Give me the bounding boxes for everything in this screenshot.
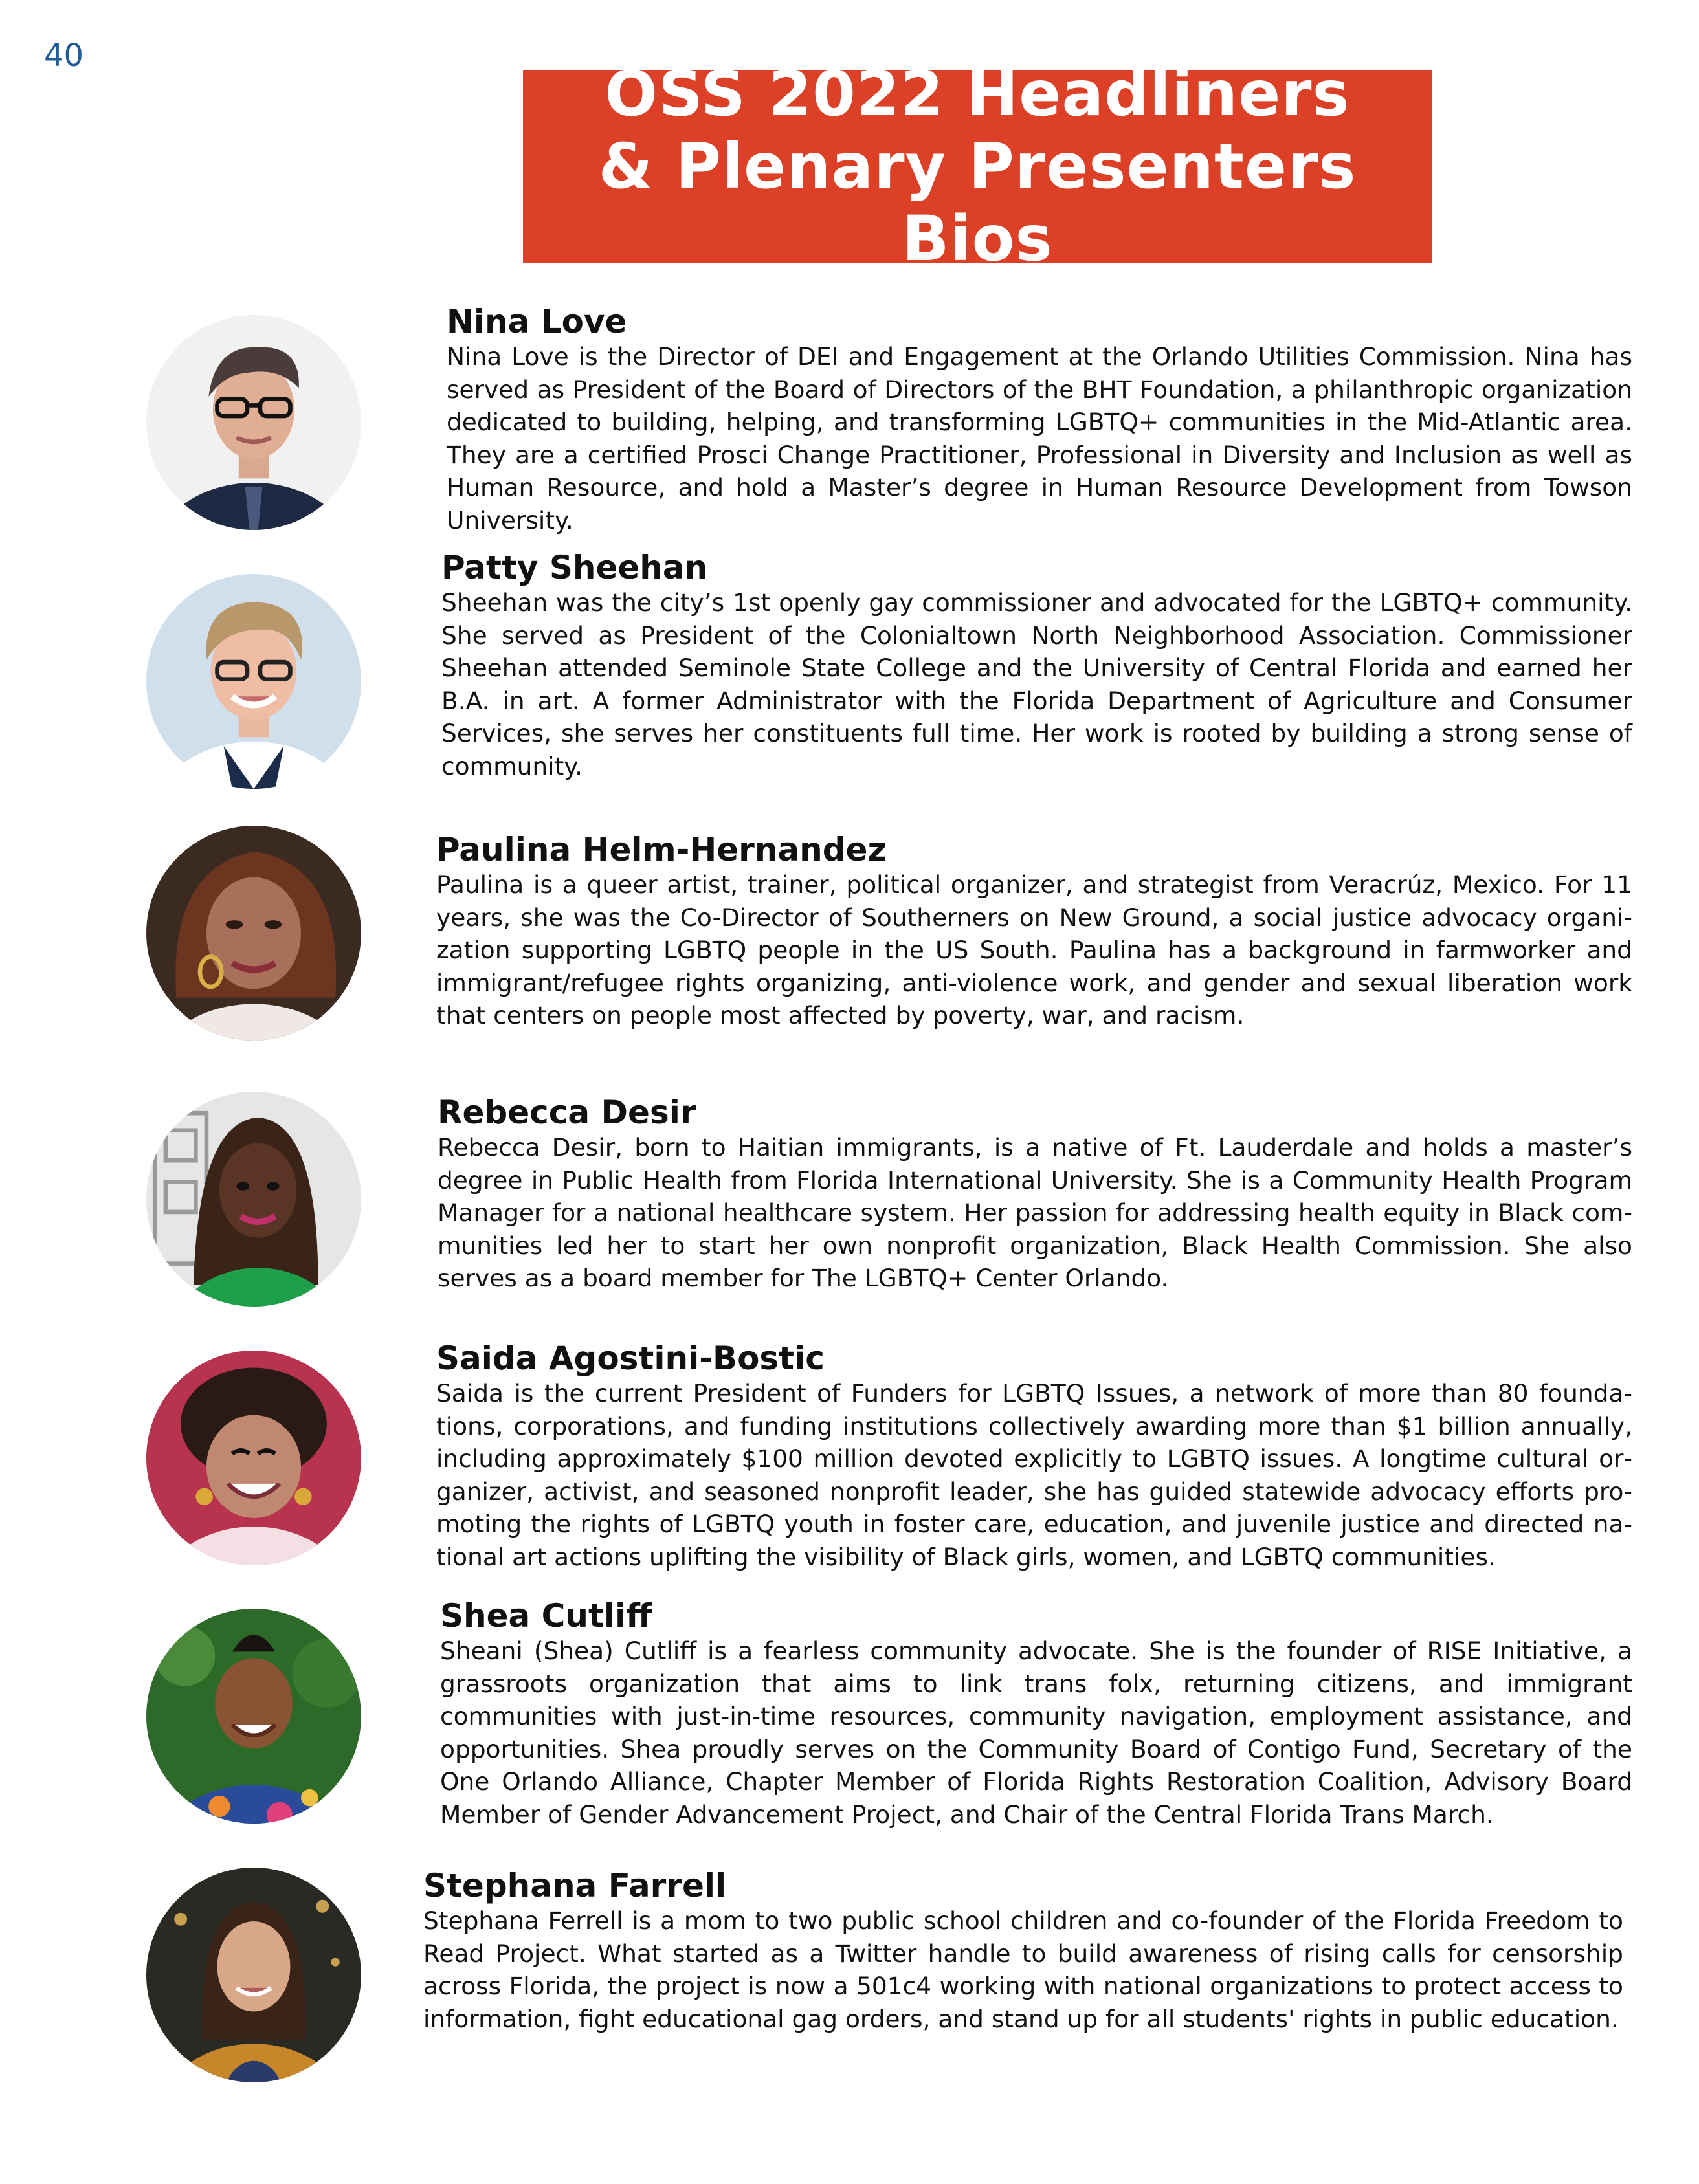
bio-text: Stephana Ferrell is a mom to two public school children and co-founder of the Florida Freedom to Read Project. What started as a Twitter handle to build awareness of rising calls for censorship across Florida, the project is now a 501c4 working with national organizations to protect access to information, fight educational gag orders, and stand up for all students' rights in public education.	[423, 1906, 1623, 2033]
bio-text: Sheani (Shea) Cutliff is a fearless community advocate. She is the founder of RISE Initiative, a grassroots organization that aims to link trans folx, returning citizens, and immigrant communities with just-in-time resources, community navigation, employment assistance, and opportunities. Shea proudly serves on the Community Board of Contigo Fund, Secretary of the One Orlando Alliance, Chapter Member of Florida Rights Restoration Coalition, Advisory Board Member of Gender Advancement Project, and Chair of the Central Florida Trans March.	[440, 1637, 1632, 1829]
bio-text: Sheehan was the city’s 1st openly gay commissioner and advocated for the LGBTQ+ community. She served as President of the Colonialtown North Neighborhood Association. Commissioner Sheehan attended Seminole State College and the University of Central Florida and earned her B.A. in art. A former Administrator with the Florida Department of Agriculture and Consumer Services, she serves her constituents full time. Her work is rooted by building a strong sense of community.	[441, 588, 1632, 780]
bio-name: Patty Sheehan	[441, 549, 708, 586]
portrait-photo-icon	[146, 1351, 361, 1565]
page-title-line-1: OSS 2022 Headliners	[605, 58, 1350, 130]
bio-name: Nina Love	[447, 303, 627, 340]
portrait-rebecca-desir-icon	[146, 1092, 361, 1307]
bio-text: Rebecca Desir, born to Haitian immigrants, is a native of Ft. Lauderdale and holds a master’s degree in Public Health from Florida International University. She is a Community Health Program Manager for a national healthcare system. Her passion for addressing health equity in Black communities led her to start her own nonprofit organization, Black Health Commission. She also serves as a board member for The LGBTQ+ Center Orlando.	[438, 1133, 1632, 1292]
portrait-paulina-helm-hernandez-icon	[146, 826, 361, 1041]
portrait-stephana-farrell-icon	[146, 1868, 361, 2082]
bio-name: Saida Agostini-Bostic	[436, 1340, 825, 1377]
portrait-shea-cutliff-icon	[146, 1609, 361, 1824]
bio-name: Paulina Helm-Hernandez	[436, 831, 887, 868]
portrait-photo-icon	[146, 826, 361, 1041]
bio-text: Saida is the current President of Funders for LGBTQ Issues, a network of more than 80 foundations, corporations, and funding institutions collectively awarding more than $1 billion annually, including approximately $100 million devoted explicitly to LGBTQ issues. A longtime cultural organizer, activist, and seasoned nonprofit leader, she has guided statewide advocacy efforts promoting the rights of LGBTQ youth in foster care, education, and juvenile justice and directed national art actions uplifting the visibility of Black girls, women, and LGBTQ communities.	[436, 1379, 1632, 1571]
page-number: 40	[44, 38, 84, 74]
portrait-photo-icon	[146, 1092, 361, 1307]
bio-text: Paulina is a queer artist, trainer, political organizer, and strategist from Veracrúz, Mexico. For 11 years, she was the Co-Director of Southerners on New Ground, a social justice advocacy organization supporting LGBTQ people in the US South. Paulina has a background in farmworker and immigrant/refugee rights organizing, anti-violence work, and gender and sexual liberation work that centers on people most affected by poverty, war, and racism.	[436, 870, 1632, 1030]
page-title-banner	[523, 58, 1432, 275]
bio-name: Stephana Farrell	[423, 1867, 727, 1904]
page-title-line-2: & Plenary Presenters Bios	[598, 130, 1357, 275]
portrait-patty-sheehan-icon	[146, 574, 361, 789]
portrait-nina-love-icon	[146, 315, 361, 530]
portrait-photo-icon	[146, 574, 361, 789]
bio-name: Rebecca Desir	[438, 1094, 696, 1131]
bio-name: Shea Cutliff	[440, 1597, 652, 1635]
bio-text: Nina Love is the Director of DEI and Engagement at the Orlando Utilities Commission. Nina has served as President of the Board of Directors of the BHT Foundation, a philanthropic organization dedicated to building, helping, and transforming LGBTQ+ communities in the Mid-Atlantic area. They are a certified Prosci Change Practitioner, Professional in Diversity and Inclusion as well as Human Resource, and hold a Master’s degree in Human Resource Development from Towson University.	[447, 342, 1632, 535]
portrait-photo-icon	[146, 315, 361, 530]
portrait-photo-icon	[146, 1609, 361, 1824]
portrait-photo-icon	[146, 1868, 361, 2082]
portrait-saida-agostini-bostic-icon	[146, 1351, 361, 1565]
